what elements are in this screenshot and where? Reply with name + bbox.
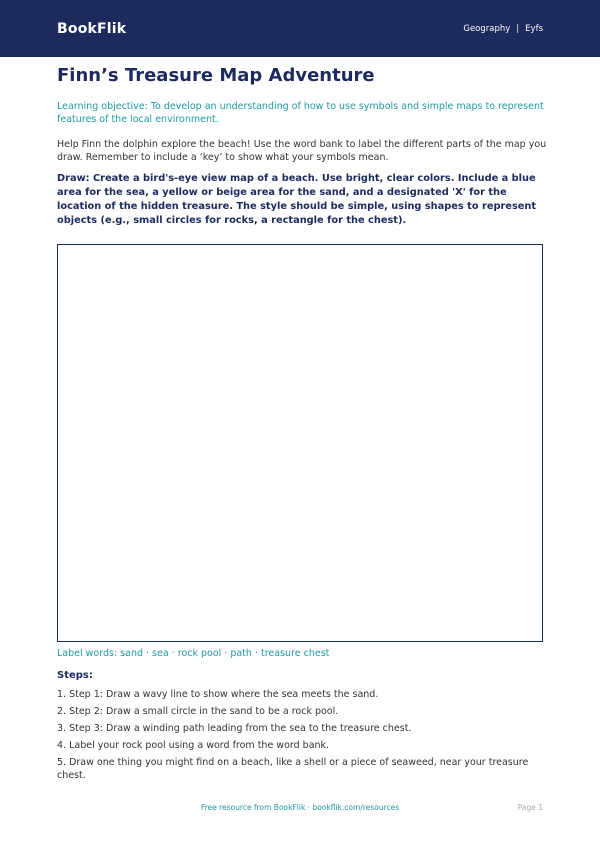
breadcrumb-subject: Geography	[463, 23, 511, 34]
breadcrumb-separator: |	[516, 23, 520, 34]
step-item: 4. Label your rock pool using a word from the word bank.	[57, 740, 330, 751]
brand-logo: BookFlik	[57, 20, 127, 37]
step-item: 3. Step 3: Draw a winding path leading from the sea to the treasure chest.	[57, 723, 412, 734]
steps-heading: Steps:	[57, 670, 93, 681]
footer-source: Free resource from BookFlik · bookflik.com/resources	[200, 803, 400, 812]
breadcrumb-level: Eyfs	[525, 23, 543, 34]
steps-list	[57, 688, 547, 786]
page-number: Page 1	[517, 803, 543, 812]
drawing-area[interactable]	[57, 244, 543, 642]
page-title: Finn’s Treasure Map Adventure	[57, 65, 375, 86]
intro-text: Help Finn the dolphin explore the beach! Use the word bank to label the different parts of the map you draw. Remember to include a ‘key’ to show what your symbols mean.	[57, 139, 547, 163]
step-item: 2. Step 2: Draw a small circle in the sand to be a rock pool.	[57, 706, 339, 717]
draw-instruction: Draw: Create a bird's-eye view map of a beach. Use bright, clear colors. Include a blue area for the sea, a yellow or beige area for the sand, and a designated 'X' for the location of the hidden treasure. The style should be simple, using shapes to represent objects (e.g., small circles for rocks, a rectangle for the chest).	[57, 173, 537, 226]
step-item: 5. Draw one thing you might find on a beach, like a shell or a piece of seaweed, near your treasure chest.	[57, 757, 529, 781]
page-header	[0, 0, 600, 57]
breadcrumb	[463, 24, 543, 34]
step-item: 1. Step 1: Draw a wavy line to show where the sea meets the sand.	[57, 689, 379, 700]
learning-objective: Learning objective: To develop an understanding of how to use symbols and simple maps to represent features of the local environment.	[57, 101, 544, 125]
label-words: Label words: sand · sea · rock pool · path · treasure chest	[57, 648, 330, 659]
